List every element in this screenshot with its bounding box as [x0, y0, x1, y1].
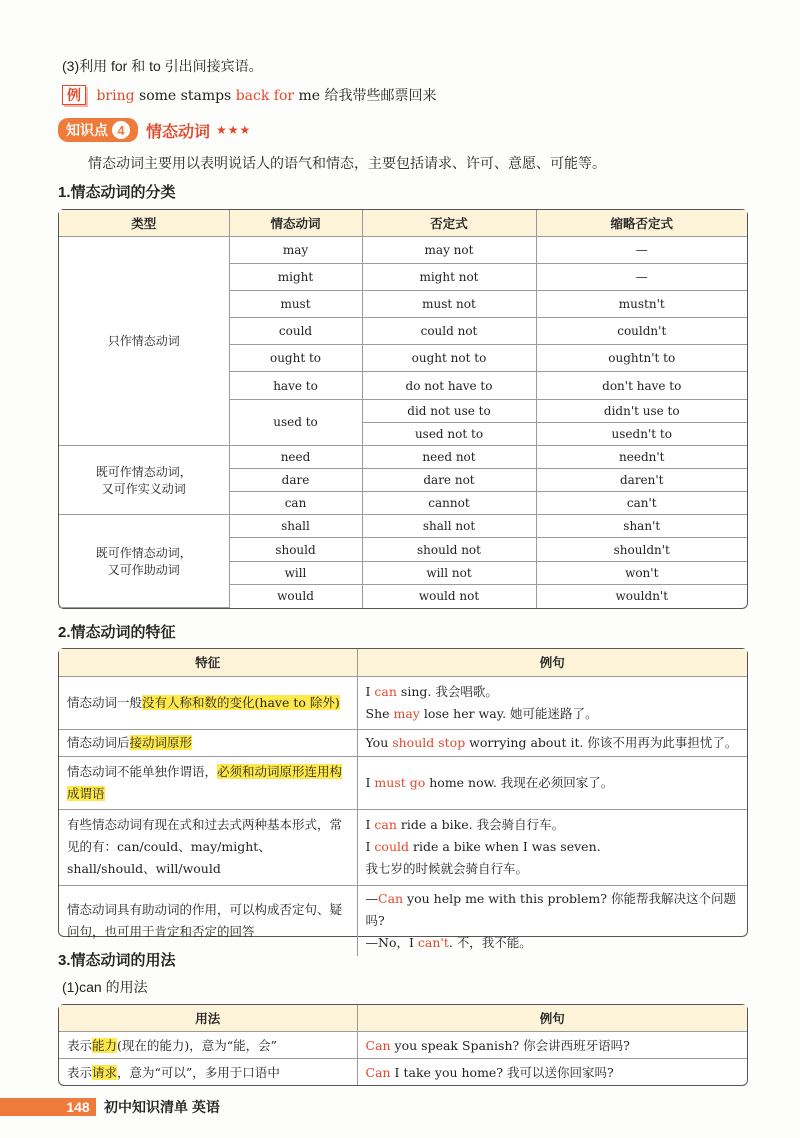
example-sentence: [366, 681, 740, 703]
section3-subheading: (1)can 的用法: [62, 979, 148, 995]
table-cell: used not to: [362, 422, 536, 445]
classification-table: [58, 209, 748, 609]
usage-text: 表示: [67, 1064, 93, 1080]
table-cell: dare not: [362, 469, 536, 492]
example-keyword: Can: [378, 890, 404, 906]
feature-text: 情态动词后: [67, 734, 130, 750]
table-cell: might not: [362, 263, 536, 290]
table-cell: couldn't: [536, 318, 747, 345]
table-cell: do not have to: [362, 372, 536, 399]
feature-highlight: 没有人称和数的变化(have to 除外): [142, 694, 340, 710]
knowledge-point-title: 情态动词: [146, 123, 211, 141]
knowledge-point-label: 知识点: [66, 122, 108, 138]
example-tag: 例: [62, 85, 86, 105]
can-usage-table: [58, 1004, 748, 1086]
example-sentence: [366, 814, 740, 836]
example-text: sing. 我会唱歌。: [396, 683, 498, 699]
table-cell: —: [536, 263, 747, 290]
table-cell: oughtn't to: [536, 345, 747, 372]
usage-cell: [59, 1058, 357, 1085]
example-text: You: [365, 734, 393, 750]
table-cell: cannot: [362, 492, 536, 515]
usage-highlight: 请求: [92, 1064, 118, 1080]
table-cell: should not: [362, 538, 536, 561]
example-cell: [357, 885, 747, 956]
table-cell: ought not to: [362, 345, 536, 372]
star-rating-icon: ★★★: [216, 123, 252, 137]
usage-text: ，意为“可以”，多用于口语中: [117, 1064, 280, 1080]
example-text: —No，I: [365, 934, 418, 950]
table-cell: must: [229, 290, 362, 317]
example-text: worrying about it. 你该不用再为此事担忧了。: [465, 734, 738, 750]
example-keyword: could: [374, 839, 409, 854]
feature-cell: 情态动词具有助动词的作用，可以构成否定句、疑问句，也可用于肯定和否定的回答: [59, 885, 357, 956]
table-cell: needn't: [536, 445, 747, 468]
table-cell: shall not: [362, 515, 536, 538]
knowledge-point-intro: 情态动词主要用以表明说话人的语气和情态，主要包括请求、许可、意愿、可能等。: [88, 156, 606, 172]
example-text: I: [365, 817, 375, 832]
section1-heading: 1.情态动词的分类: [58, 184, 176, 201]
example-text: She: [365, 705, 394, 721]
table-cell: did not use to: [362, 399, 536, 422]
example-keyword: may: [393, 705, 420, 721]
section2-heading: 2.情态动词的特征: [58, 624, 176, 641]
table-cell: didn't use to: [536, 399, 747, 422]
table-header: 特征: [59, 649, 357, 676]
usage-highlight: 能力: [92, 1037, 118, 1053]
example-keyword: can: [374, 683, 397, 699]
table-cell: would: [229, 584, 362, 607]
example-text: lose her way. 她可能迷路了。: [419, 705, 598, 721]
feature-cell: 有些情态动词有现在式和过去式两种基本形式，常见的有：can/could、may/might、shall/should、will/would: [59, 809, 357, 885]
example-text: . 不，我不能。: [448, 934, 532, 950]
table-header: 用法: [59, 1005, 357, 1031]
table-cell: will: [229, 561, 362, 584]
table-header: 情态动词: [229, 210, 362, 236]
group-label: 既可作情态动词，: [95, 465, 192, 480]
feature-cell: [59, 756, 357, 809]
table-cell: shouldn't: [536, 538, 747, 561]
example-text: you help me with this problem? 你能帮我解决这个问题吗?: [365, 890, 736, 928]
usage-text: 表示: [67, 1037, 93, 1053]
table-cell: can't: [536, 492, 747, 515]
feature-cell: [59, 729, 357, 756]
example-text: —: [365, 890, 378, 906]
table-cell: shan't: [536, 515, 747, 538]
knowledge-point-number: 4: [112, 121, 130, 139]
example-sentence: [366, 888, 740, 932]
table-cell: wouldn't: [536, 584, 747, 607]
example-text: ride a bike when I was seven.: [409, 839, 601, 854]
example-word: some stamps: [139, 88, 232, 104]
table-cell: could not: [362, 318, 536, 345]
example-text: I: [365, 774, 375, 790]
group-cell: 只作情态动词: [59, 236, 229, 445]
example-keyword: can: [374, 817, 397, 832]
example-text: I: [365, 683, 375, 699]
example-word: back for: [235, 88, 295, 104]
section3-heading: 3.情态动词的用法: [58, 952, 176, 969]
table-cell: mustn't: [536, 290, 747, 317]
table-cell: have to: [229, 372, 362, 399]
example-keyword: must go: [374, 774, 426, 790]
group-label: 既可作情态动词，: [95, 546, 192, 561]
features-table: [58, 648, 748, 950]
example-sentence: [366, 703, 740, 725]
example-sentence: 我七岁的时候就会骑自行车。: [365, 861, 529, 876]
example-text: I: [365, 839, 375, 854]
table-cell: can: [229, 492, 362, 515]
table-cell: must not: [362, 290, 536, 317]
example-cell: [357, 676, 747, 729]
intro-item-label: (3)利用 for 和 to 引出间接宾语。: [62, 58, 263, 74]
example-text: I take you home? 我可以送你回家吗?: [390, 1064, 614, 1080]
table-cell: should: [229, 538, 362, 561]
example-cell: [357, 1058, 747, 1085]
feature-text: 情态动词一般: [67, 694, 143, 710]
example-cell: [357, 1031, 747, 1058]
feature-highlight: 必须和动词原形连用构成谓语: [67, 763, 343, 801]
group-label: 又可作助动词: [107, 563, 180, 578]
example-keyword: Can: [365, 1037, 391, 1053]
book-title: 初中知识清单 英语: [104, 1099, 220, 1115]
table-cell: ought to: [229, 345, 362, 372]
table-cell: might: [229, 263, 362, 290]
feature-cell: [59, 676, 357, 729]
usage-cell: [59, 1031, 357, 1058]
group-label: 又可作实义动词: [101, 482, 186, 497]
example-keyword: Can: [365, 1064, 391, 1080]
example-text: home now. 我现在必须回家了。: [425, 774, 614, 790]
example-line: [62, 85, 437, 105]
table-cell: need: [229, 445, 362, 468]
example-word: me 给我带些邮票回来: [298, 88, 437, 104]
table-cell: shall: [229, 515, 362, 538]
table-header: 例句: [357, 649, 747, 676]
table-cell: usedn't to: [536, 422, 747, 445]
example-cell: [357, 809, 747, 885]
table-cell: won't: [536, 561, 747, 584]
table-cell: used to: [229, 399, 362, 445]
knowledge-point-badge: [58, 118, 138, 142]
feature-highlight: 接动词原形: [129, 734, 193, 750]
table-cell: could: [229, 318, 362, 345]
table-cell: dare: [229, 469, 362, 492]
table-header: 否定式: [362, 210, 536, 236]
table-header: 缩略否定式: [536, 210, 747, 236]
group-cell: [59, 515, 229, 608]
example-text: you speak Spanish? 你会讲西班牙语吗?: [390, 1037, 630, 1053]
usage-text: (现在的能力)，意为“能，会”: [117, 1037, 278, 1053]
example-keyword: can't: [417, 934, 449, 950]
example-cell: [357, 729, 747, 756]
table-cell: need not: [362, 445, 536, 468]
feature-text: 情态动词不能单独作谓语，: [67, 763, 218, 779]
table-cell: don't have to: [536, 372, 747, 399]
knowledge-point-header: [58, 118, 251, 142]
example-keyword: should stop: [392, 734, 466, 750]
example-sentence: [366, 836, 740, 858]
table-cell: daren't: [536, 469, 747, 492]
page-footer: [0, 1095, 800, 1119]
table-header: 类型: [59, 210, 229, 236]
example-cell: [357, 756, 747, 809]
table-cell: may: [229, 236, 362, 263]
page-number: 148: [66, 1099, 90, 1115]
example-sentence: [366, 932, 740, 954]
table-header: 例句: [357, 1005, 747, 1031]
table-cell: may not: [362, 236, 536, 263]
table-cell: would not: [362, 584, 536, 607]
group-cell: [59, 445, 229, 514]
table-cell: —: [536, 236, 747, 263]
example-word: bring: [96, 88, 135, 104]
example-text: ride a bike. 我会骑自行车。: [396, 817, 565, 832]
table-cell: will not: [362, 561, 536, 584]
